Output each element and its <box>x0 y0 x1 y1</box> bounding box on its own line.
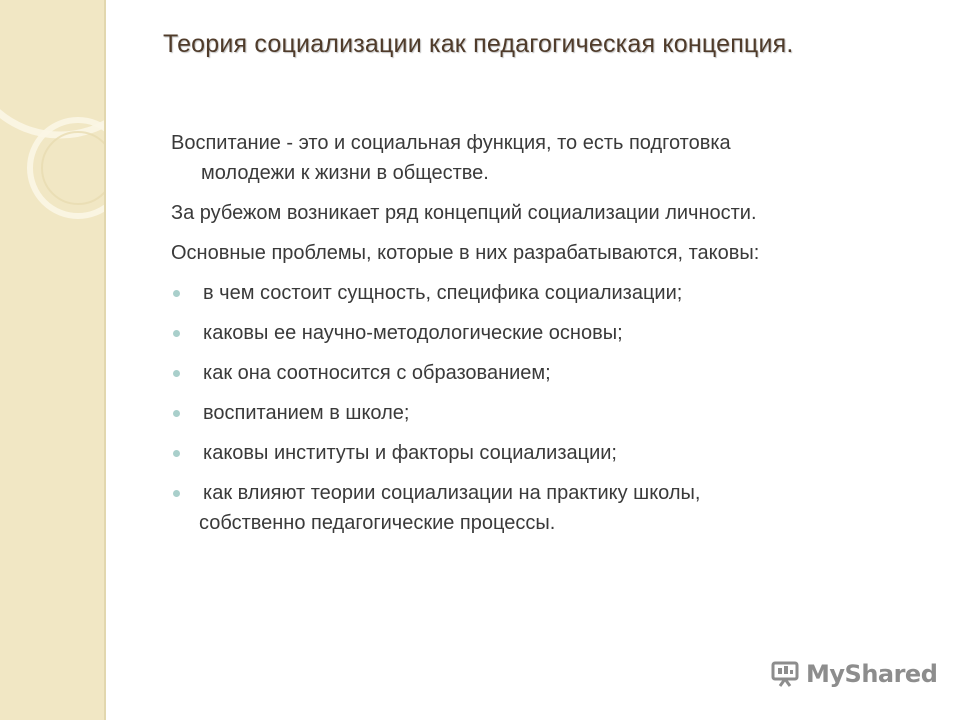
list-item <box>171 478 911 538</box>
list-item <box>171 438 911 468</box>
decorative-side-panel <box>0 0 106 720</box>
list-item <box>171 318 911 348</box>
bullet-dot-icon <box>173 450 180 457</box>
bullet-dot-icon <box>173 330 180 337</box>
list-item-text: каковы ее научно-методологические основы; <box>203 322 623 344</box>
paragraph <box>171 128 911 188</box>
bullet-dot-icon <box>173 290 180 297</box>
myshared-watermark <box>770 659 937 689</box>
bullet-dot-icon <box>173 490 180 497</box>
bullet-list <box>171 278 911 538</box>
list-item-text: воспитанием в школе; <box>203 402 410 424</box>
list-item-text-continued: собственно педагогические процессы. <box>199 512 556 534</box>
brand-text: MyShared <box>806 660 938 688</box>
paragraph-line: Основные проблемы, которые в них разрабатываются, таковы: <box>171 242 760 264</box>
list-item-text: как влияют теории социализации на практику школы, <box>203 482 701 504</box>
list-item <box>171 278 911 308</box>
slide-body <box>171 128 911 548</box>
decorative-circles <box>0 0 104 720</box>
list-item-text: как она соотносится с образованием; <box>203 362 551 384</box>
paragraph-line: За рубежом возникает ряд концепций социализации личности. <box>171 202 757 224</box>
list-item <box>171 358 911 388</box>
list-item-text: каковы институты и факторы социализации; <box>203 442 617 464</box>
list-item-text: в чем состоит сущность, специфика социализации; <box>203 282 683 304</box>
paragraph-line: Воспитание - это и социальная функция, то есть подготовка <box>171 132 731 154</box>
paragraph <box>171 198 911 228</box>
myshared-logo-icon <box>770 659 800 689</box>
paragraph-line: молодежи к жизни в обществе. <box>201 162 489 184</box>
bullet-dot-icon <box>173 410 180 417</box>
list-item <box>171 398 911 428</box>
slide-title: Теория социализации как педагогическая концепция. <box>163 30 794 58</box>
paragraph <box>171 238 911 268</box>
bullet-dot-icon <box>173 370 180 377</box>
